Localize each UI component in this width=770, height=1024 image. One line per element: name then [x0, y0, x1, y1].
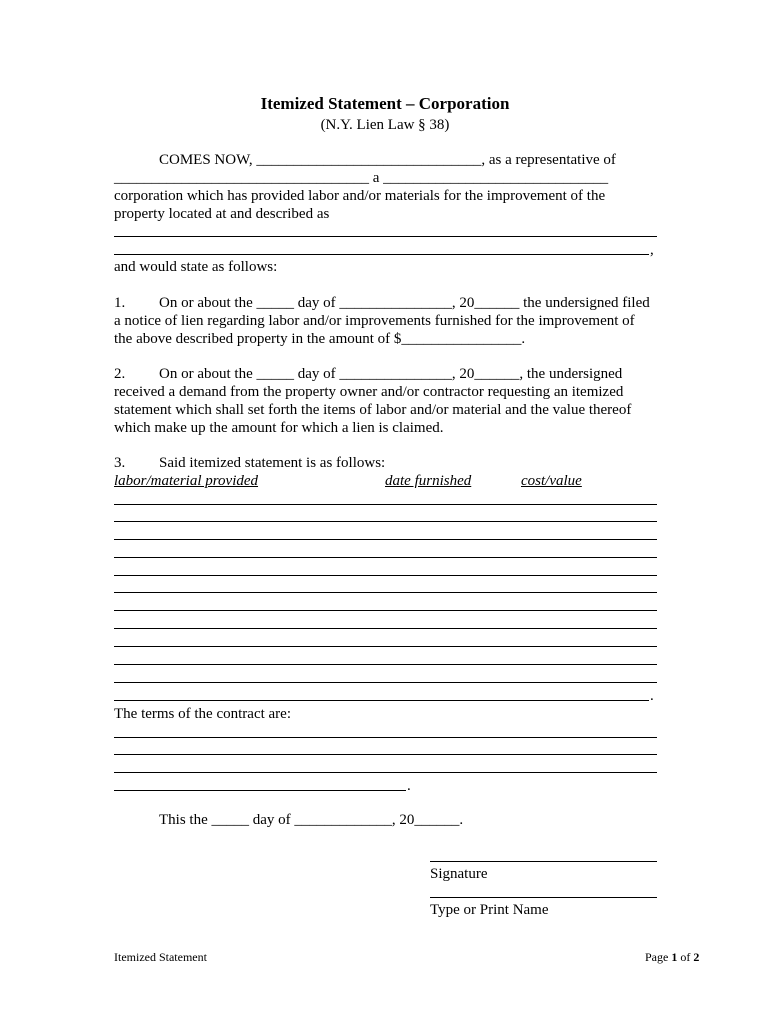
para1-line-2: a notice of lien regarding labor and/or improvements furnished for the improvement of [114, 313, 635, 329]
page-prefix: Page [645, 950, 672, 964]
items-end-period: . [650, 688, 654, 704]
contract-line [114, 754, 657, 755]
item-line [114, 682, 657, 683]
item-line [114, 646, 657, 647]
contract-line [114, 790, 406, 791]
page-total: 2 [693, 950, 700, 964]
page-of: of [677, 950, 694, 964]
para2-line-4: which make up the amount for which a lien is claimed. [114, 420, 444, 436]
para3-number: 3. [114, 455, 126, 471]
para1-line-1: On or about the _____ day of _______________, 20______ the undersigned filed [159, 295, 650, 311]
item-line [114, 592, 657, 593]
para1-number: 1. [114, 295, 126, 311]
intro-line-2: __________________________________ a ______________________________ [114, 170, 609, 186]
contract-line [114, 737, 657, 738]
item-line [114, 628, 657, 629]
intro-closing: and would state as follows: [114, 259, 278, 275]
signature-label: Signature [430, 866, 488, 882]
document-subtitle: (N.Y. Lien Law § 38) [320, 117, 450, 133]
para2-line-3: statement which shall set forth the items of labor and/or material and the value thereof [114, 402, 632, 418]
column-header-cost: cost/value [521, 473, 582, 489]
page-number [645, 948, 699, 966]
contract-end-period: . [407, 778, 411, 794]
item-line [114, 539, 657, 540]
footer-left: Itemized Statement [114, 950, 207, 964]
document-title: Itemized Statement – Corporation [260, 94, 510, 113]
item-line [114, 575, 657, 576]
para2-line-2: received a demand from the property owner and/or contractor requesting an itemized [114, 384, 624, 400]
contract-label: The terms of the contract are: [114, 706, 291, 722]
item-line [114, 504, 657, 505]
property-end-comma: , [650, 242, 654, 258]
item-line [114, 610, 657, 611]
print-name-label: Type or Print Name [430, 902, 549, 918]
contract-line [114, 772, 657, 773]
item-line [114, 521, 657, 522]
signature-line [430, 861, 657, 862]
column-header-labor: labor/material provided [114, 473, 259, 489]
para3-line-1: Said itemized statement is as follows: [159, 455, 386, 471]
print-name-line [430, 897, 657, 898]
column-header-date: date furnished [385, 473, 472, 489]
para2-line-1: On or about the _____ day of _______________, 20______, the undersigned [159, 366, 623, 382]
item-line [114, 557, 657, 558]
para1-line-3: the above described property in the amount of $________________. [114, 331, 526, 347]
property-blank-line [114, 236, 657, 237]
item-line [114, 700, 649, 701]
intro-line-1: COMES NOW, ______________________________, as a representative of [159, 152, 616, 168]
page-current: 1 [671, 950, 678, 964]
item-line [114, 664, 657, 665]
dated-line: This the _____ day of _____________, 20______. [159, 812, 464, 828]
property-blank-line [114, 254, 649, 255]
intro-line-4: property located at and described as [114, 206, 330, 222]
intro-line-3: corporation which has provided labor and/or materials for the improvement of the [114, 188, 606, 204]
para2-number: 2. [114, 366, 126, 382]
